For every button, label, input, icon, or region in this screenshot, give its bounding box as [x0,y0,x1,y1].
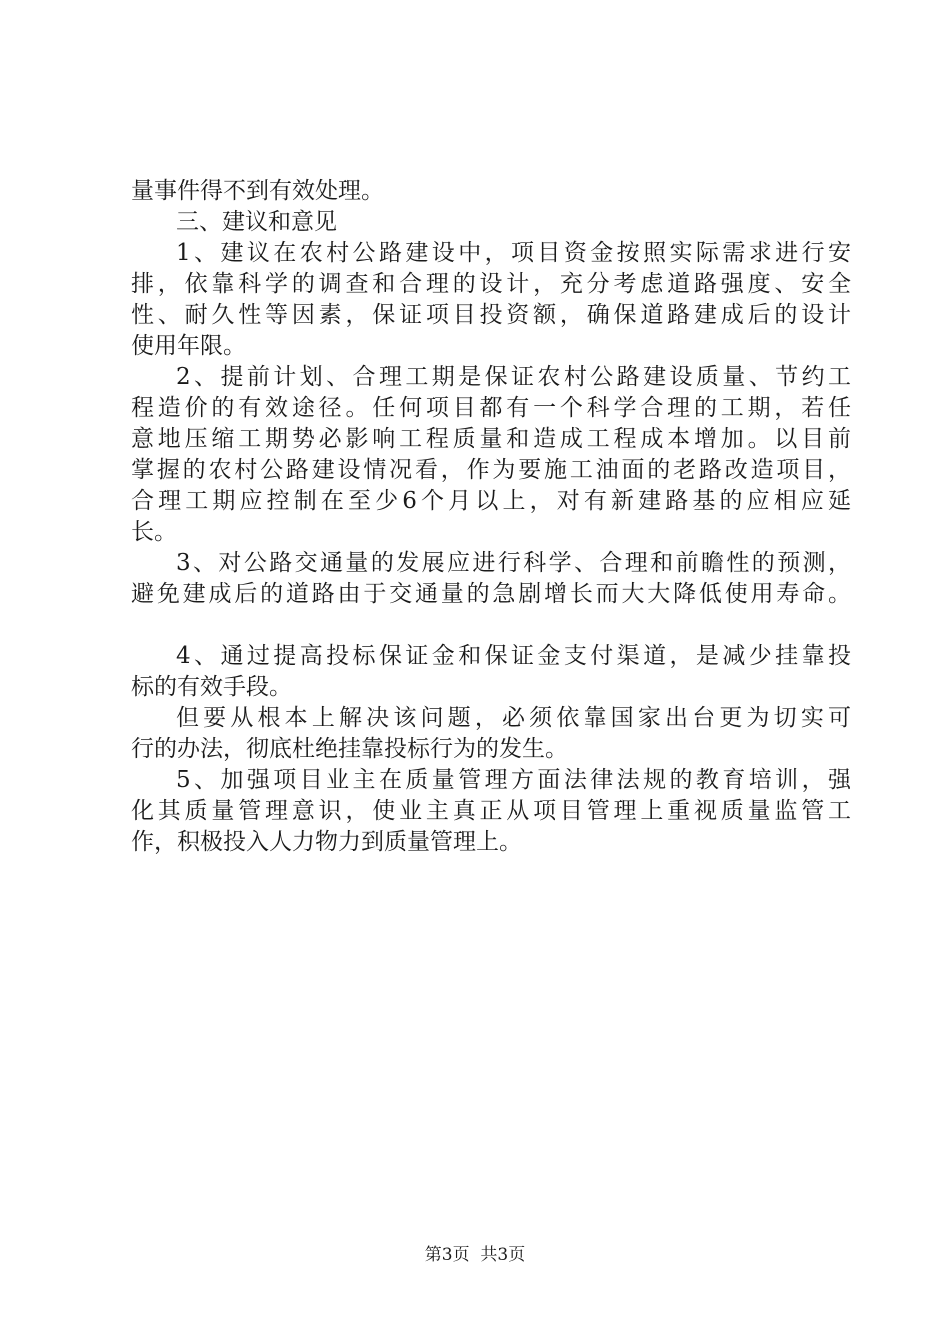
text-line: 1、建议在农村公路建设中，项目资金按照实际需求进行安 [176,240,851,266]
text-line: 但要从根本上解决该问题，必须依靠国家出台更为切实可 [176,705,851,731]
footer-total-pages: 共3页 [480,1245,526,1265]
text-line: 作，积极投入人力物力到质量管理上。 [131,829,522,855]
text-line: 掌握的农村公路建设情况看，作为要施工油面的老路改造项目， [131,457,851,483]
footer-current-page: 第3页 [424,1245,470,1265]
text-line: 程造价的有效途径。任何项目都有一个科学合理的工期，若任 [131,395,851,421]
text-line: 行的办法，彻底杜绝挂靠投标行为的发生。 [131,736,568,762]
text-line: 化其质量管理意识，使业主真正从项目管理上重视质量监管工 [131,798,851,824]
text-line: 4、通过提高投标保证金和保证金支付渠道，是减少挂靠投 [176,643,851,669]
text-line: 使用年限。 [131,333,246,359]
text-line: 排，依靠科学的调查和合理的设计，充分考虑道路强度、安全 [131,271,851,297]
text-line: 5、加强项目业主在质量管理方面法律法规的教育培训，强 [176,767,851,793]
text-line: 量事件得不到有效处理。 [131,178,384,204]
text-line: 标的有效手段。 [131,674,292,700]
blank-line [131,610,851,641]
text-line: 避免建成后的道路由于交通量的急剧增长而大大降低使用寿命。 [131,581,851,607]
footer-separator [470,1245,481,1265]
text-line: 三、建议和意见 [176,209,337,235]
text-line: 性、耐久性等因素，保证项目投资额，确保道路建成后的设计 [131,302,851,328]
page-footer [0,1244,950,1266]
text-line: 3、对公路交通量的发展应进行科学、合理和前瞻性的预测， [176,550,851,576]
text-line: 意地压缩工期势必影响工程质量和造成工程成本增加。以目前 [131,426,851,452]
text-line: 合理工期应控制在至少6个月以上，对有新建路基的应相应延 [131,488,851,514]
document-body [131,176,851,858]
text-line: 长。 [131,519,177,545]
text-line: 2、提前计划、合理工期是保证农村公路建设质量、节约工 [176,364,851,390]
